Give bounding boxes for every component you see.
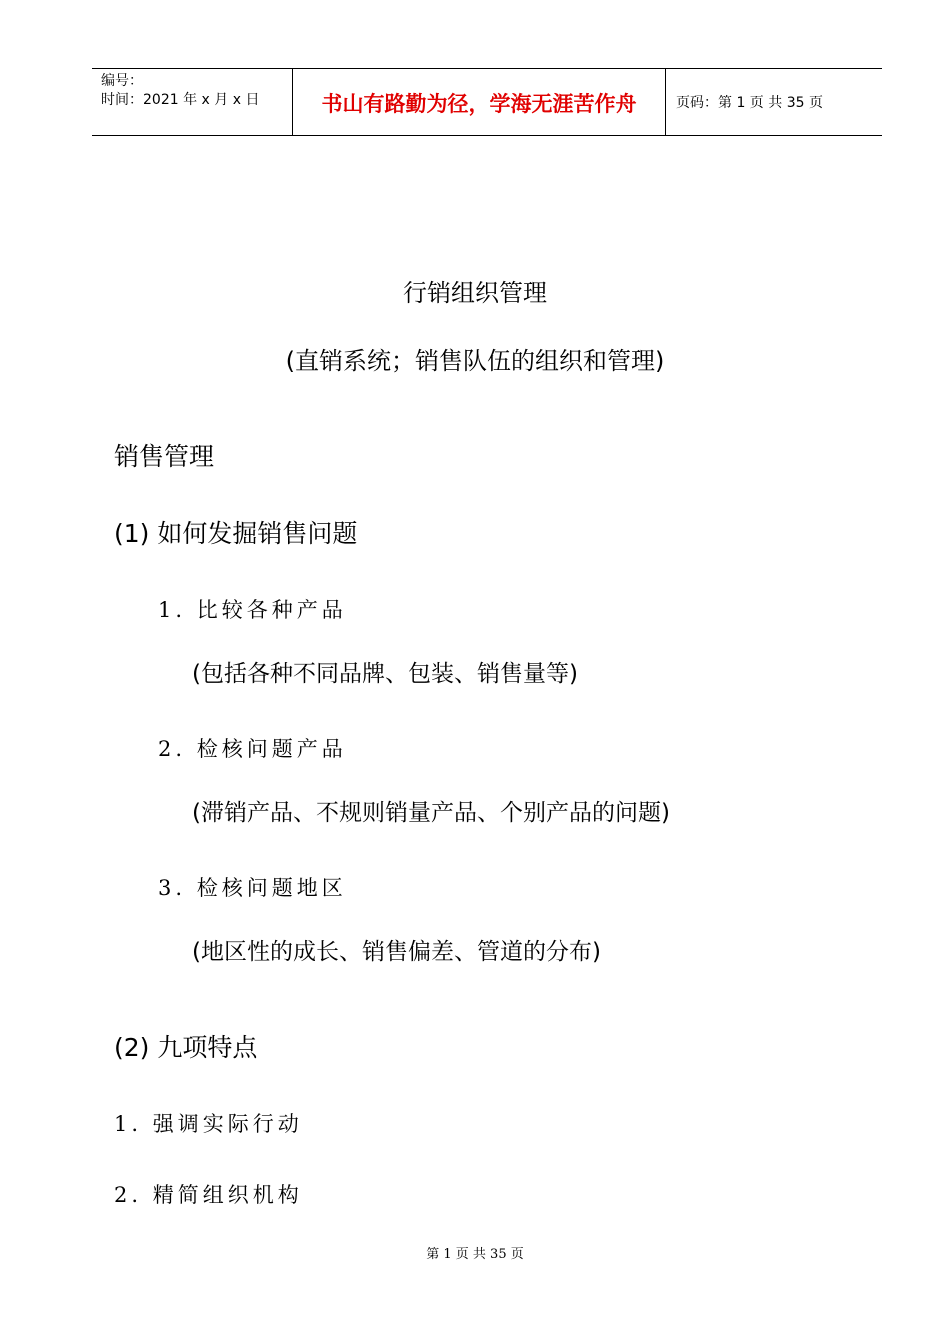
part2-item-2: 2. 精简组织机构	[114, 1183, 303, 1207]
document-number-label: 编号：	[101, 73, 143, 89]
part1-item-1: 1. 比较各种产品	[158, 598, 347, 622]
header-page-info: 页码：第 1 页 共 35 页	[676, 95, 823, 111]
part1-item-2: 2. 检核问题产品	[158, 737, 347, 761]
header-motto: 书山有路勤为径，学海无涯苦作舟	[321, 92, 637, 116]
part1-item-3: 3. 检核问题地区	[158, 876, 347, 900]
part1-item-3-note: (地区性的成长、销售偏差、管道的分布)	[192, 939, 601, 965]
section-heading: 销售管理	[114, 442, 215, 471]
header-right-cell	[666, 69, 882, 135]
page-footer: 第 1 页 共 35 页	[426, 1247, 524, 1262]
part2-item-1: 1. 强调实际行动	[114, 1112, 303, 1136]
page-title: 行销组织管理	[403, 279, 547, 307]
document-header	[92, 68, 882, 136]
header-left-cell	[92, 69, 292, 135]
document-time-label: 时间：2021 年 x 月 x 日	[101, 92, 260, 108]
part1-heading: (1) 如何发掘销售问题	[114, 519, 358, 548]
header-middle-cell	[292, 69, 666, 135]
page-subtitle: (直销系统；销售队伍的组织和管理)	[285, 347, 665, 375]
part1-item-2-note: (滞销产品、不规则销量产品、个别产品的问题)	[192, 800, 670, 826]
part2-heading: (2) 九项特点	[114, 1033, 258, 1062]
part1-item-1-note: (包括各种不同品牌、包装、销售量等)	[192, 661, 578, 687]
